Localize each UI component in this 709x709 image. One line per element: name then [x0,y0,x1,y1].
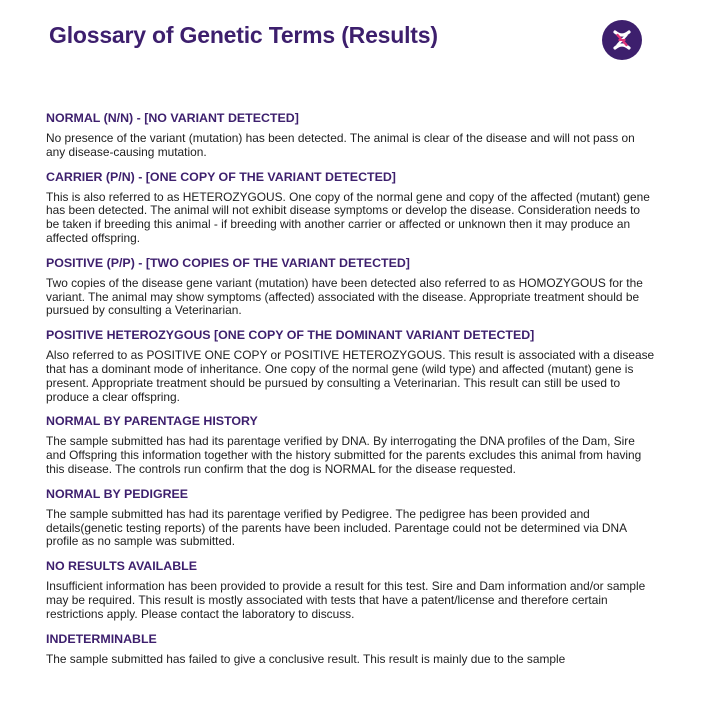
glossary-entry-positive-heterozygous [46,328,656,404]
dna-logo-icon [602,20,642,60]
entry-heading: NORMAL (N/N) - [NO VARIANT DETECTED] [46,111,299,125]
glossary-entry-normal-by-pedigree [46,487,656,549]
entry-heading: NORMAL BY PEDIGREE [46,486,189,501]
glossary-entry-no-results [46,559,656,621]
entry-description: The sample submitted has failed to give a conclusive result. This result is mainly due to the sample [46,651,566,666]
page-title: Glossary of Genetic Terms (Results) [49,22,438,48]
entry-description: The sample submitted has had its parentage verified by Pedigree. The pedigree has been provided and details(genetic testing reports) of the parents have been included. Parentage could not be determined via DNA profile as no sample was submitted. [46,506,627,549]
entry-heading: POSITIVE (P/P) - [TWO COPIES OF THE VARIANT DETECTED] [46,255,410,270]
glossary-entry-positive [46,256,656,318]
entry-heading: POSITIVE HETEROZYGOUS [ONE COPY OF THE DOMINANT VARIANT DETECTED] [46,328,535,343]
entry-heading: NORMAL BY PARENTAGE HISTORY [46,414,258,429]
entry-description: Also referred to as POSITIVE ONE COPY or POSITIVE HETEROZYGOUS. This result is associated with a disease that has a dominant mode of inheritance. One copy of the normal gene (wild type) and affected (mutant) gene is present. Appropriate treatment should be pursued by consulting a Veterinarian. This result can still be used to produce a clear offspring. [46,348,655,404]
glossary-entry-normal [46,111,656,160]
entry-heading: INDETERMINABLE [46,631,157,646]
glossary-entry-normal-by-parentage [46,414,656,476]
entry-description: The sample submitted has had its parentage verified by DNA. By interrogating the DNA profiles of the Dam, Sire and Offspring this information together with the history submitted for the parents excludes this animal from having this disease. The controls run confirm that the dog is NORMAL for the disease requested. [46,434,642,476]
glossary-entry-indeterminable [46,632,656,667]
entry-description: Two copies of the disease gene variant (mutation) have been detected also referred to as HOMOZYGOUS for the variant. The animal may show symptoms (affected) associated with the disease. Appropriate treatment should be pursued by consulting a Veterinarian. [46,275,643,318]
entry-description: This is also referred to as HETEROZYGOUS. One copy of the normal gene and copy of the affected (mutant) gene has been detected. The animal will not exhibit disease symptoms or develop the disease. Consideration needs to be taken if breeding this animal - if breeding with another carrier or affected or unknown then it may produce an affected offspring. [46,189,650,245]
glossary-content [46,111,656,676]
entry-heading: CARRIER (P/N) - [ONE COPY OF THE VARIANT DETECTED] [46,169,396,184]
entry-heading: NO RESULTS AVAILABLE [46,559,197,574]
entry-description: No presence of the variant (mutation) has been detected. The animal is clear of the disease and will not pass on any disease-causing mutation. [46,131,635,159]
entry-description: Insufficient information has been provided to provide a result for this test. Sire and Dam information and/or sample may be required. This result is mostly associated with tests that have a patent/license and therefore certain restrictions apply. Please contact the laboratory to discuss. [46,579,646,621]
glossary-entry-carrier [46,170,656,246]
